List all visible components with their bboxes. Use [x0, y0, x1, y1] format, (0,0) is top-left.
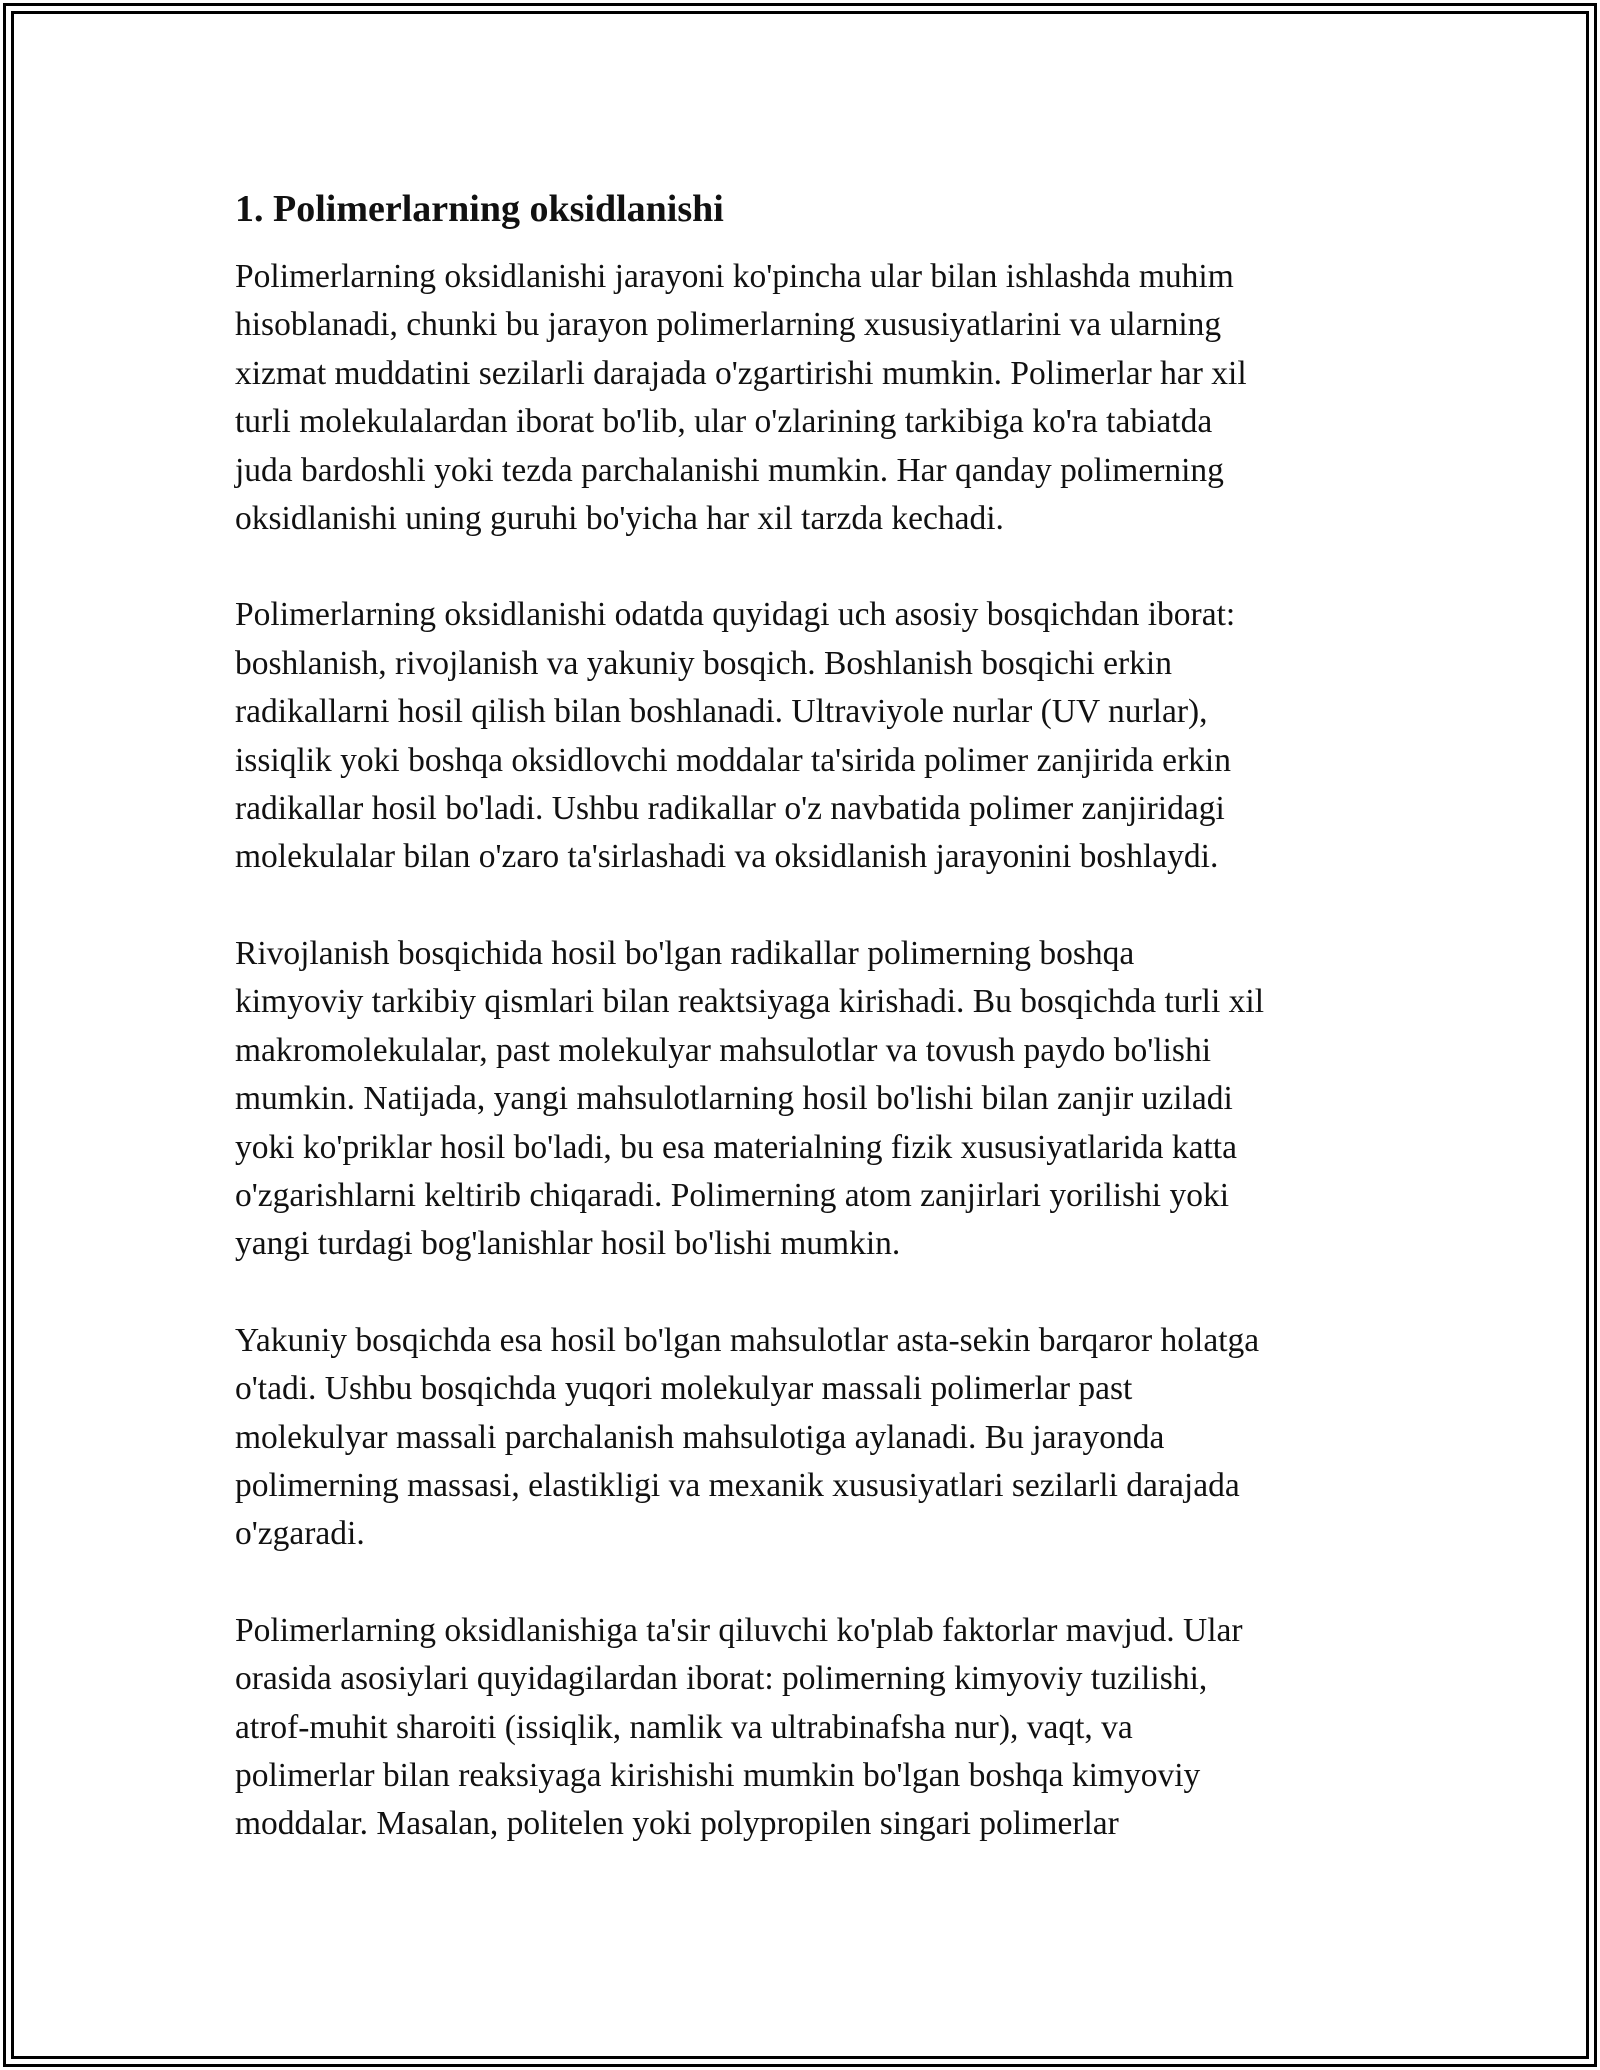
paragraph-2: Polimerlarning oksidlanishi odatda quyidagi uch asosiy bosqichdan iborat: boshlanish, rivojlanish va yakuniy bosqich. Boshlanish bosqichi erkin radikallarni hosil qilish bilan boshlanadi. Ultraviyole nurlar (UV nurlar), issiqlik yoki boshqa oksidlovchi moddalar ta'sirida polimer zanjirida erkin radikallar hosil bo'ladi. Ushbu radikallar o'z navbatida polimer zanjiridagi molekulalar bilan o'zaro ta'sirlashadi va oksidlanish jarayonini boshlaydi. — [235, 596, 1236, 876]
paragraph-3: Rivojlanish bosqichida hosil bo'lgan radikallar polimerning boshqa kimyoviy tarkibiy qismlari bilan reaktsiyaga kirishadi. Bu bosqichda turli xil makromolekulalar, past molekulyar mahsulotlar va tovush paydo bo'lishi mumkin. Natijada, yangi mahsulotlarning hosil bo'lishi bilan zanjir uziladi yoki ko'priklar hosil bo'ladi, bu esa materialning fizik xususiyatlarida katta o'zgarishlarni keltirib chiqaradi. Polimerning atom zanjirlari yorilishi yoki yangi turdagi bog'lanishlar hosil bo'lishi mumkin. — [235, 934, 1265, 1263]
document-body — [235, 185, 1385, 1897]
paragraph-4: Yakuniy bosqichda esa hosil bo'lgan mahsulotlar asta-sekin barqaror holatga o'tadi. Ushbu bosqichda yuqori molekulyar massali polimerlar past molekulyar massali parchalanish mahsulotiga aylanadi. Bu jarayonda polimerning massasi, elastikligi va mexanik xususiyatlari sezilarli darajada o'zgaradi. — [235, 1321, 1260, 1553]
section-heading: 1. Polimerlarning oksidlanishi — [235, 188, 724, 230]
paragraph-5: Polimerlarning oksidlanishiga ta'sir qiluvchi ko'plab faktorlar mavjud. Ular orasida asosiylari quyidagilardan iborat: polimerning kimyoviy tuzilishi, atrof-muhit sharoiti (issiqlik, namlik va ultrabinafsha nur), vaqt, va polimerlar bilan reaksiyaga kirishishi mumkin bo'lgan boshqa kimyoviy moddalar. Masalan, politelen yoki polypropilen singari polimerlar — [235, 1611, 1243, 1843]
paragraph-1: Polimerlarning oksidlanishi jarayoni ko'pincha ular bilan ishlashda muhim hisoblanadi, chunki bu jarayon polimerlarning xususiyatlarini va ularning xizmat muddatini sezilarli darajada o'zgartirishi mumkin. Polimerlar har xil turli molekulalardan iborat bo'lib, ular o'zlarining tarkibiga ko'ra tabiatda juda bardoshli yoki tezda parchalanishi mumkin. Har qanday polimerning oksidlanishi uning guruhi bo'yicha har xil tarzda kechadi. — [235, 258, 1247, 538]
